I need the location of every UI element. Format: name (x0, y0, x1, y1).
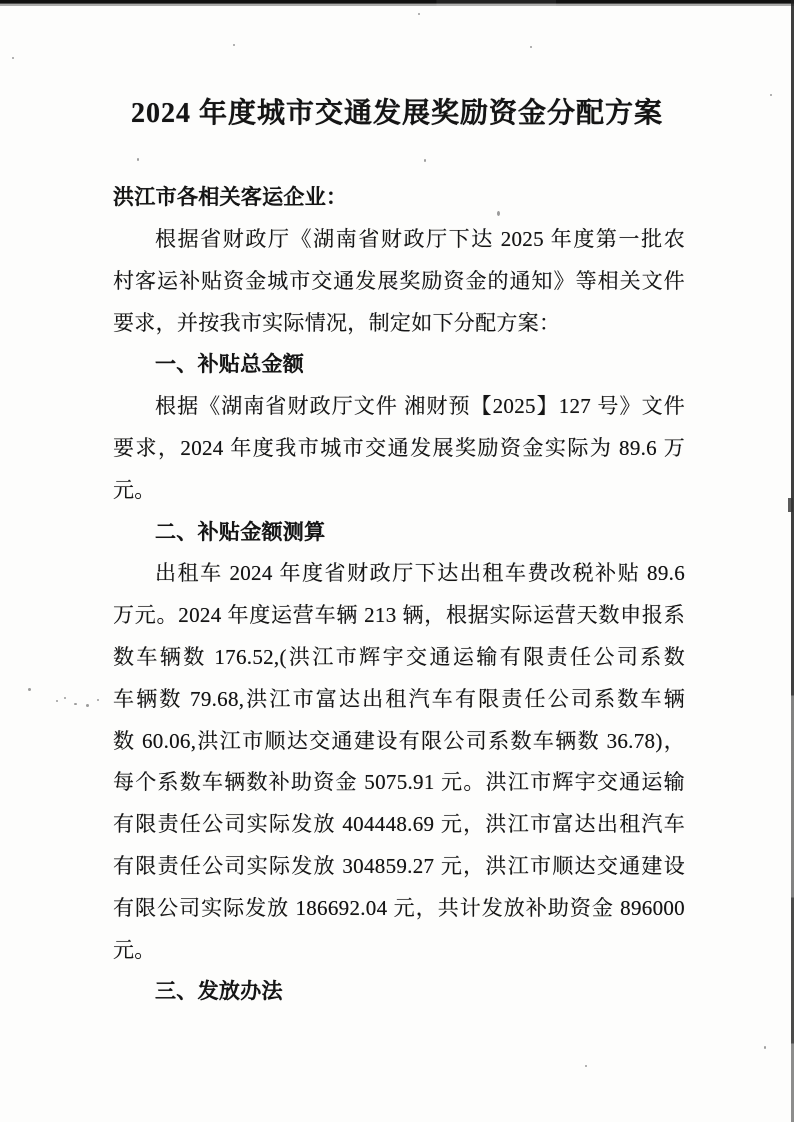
paragraph-line: 根据《湖南省财政厅文件 湘财预【2025】127 号》文件 (155, 394, 685, 419)
paragraph-line: 元。 (113, 937, 156, 962)
scan-speck (86, 704, 89, 707)
scan-speck (530, 46, 532, 48)
scan-speck (28, 688, 31, 691)
scan-speck (56, 700, 58, 702)
paragraph-line: 数车辆数 176.52,(洪江市辉宇交通运输有限责任公司系数 (113, 644, 685, 669)
paragraph-line: 有限责任公司实际发放 404448.69 元，洪江市富达出租汽车 (113, 812, 685, 837)
scan-speck (233, 44, 235, 46)
scan-artifact-top-edge (0, 0, 794, 6)
paragraph-line: 根据省财政厅《湖南省财政厅下达 2025 年度第一批农 (155, 226, 685, 251)
section-heading-1: 一、补贴总金额 (155, 352, 305, 377)
document-body (113, 177, 685, 1013)
scan-speck (64, 697, 66, 699)
salutation: 洪江市各相关客运企业： (113, 185, 348, 210)
paragraph-line: 有限责任公司实际发放 304859.27 元，洪江市顺达交通建设 (113, 853, 685, 878)
document-title: 2024 年度城市交通发展奖励资金分配方案 (130, 98, 663, 129)
scan-speck (137, 158, 139, 161)
paragraph-line: 万元。2024 年度运营车辆 213 辆，根据实际运营天数申报系 (113, 603, 685, 628)
paragraph-line: 车辆数 79.68,洪江市富达出租汽车有限责任公司系数车辆 (113, 686, 685, 711)
scan-speck (97, 699, 99, 701)
paragraph-line: 有限公司实际发放 186692.04 元，共计发放补助资金 896000 (113, 895, 685, 920)
paragraph-line: 出租车 2024 年度省财政厅下达出租车费改税补贴 89.6 (155, 561, 685, 586)
paragraph-line: 要求，2024 年度我市城市交通发展奖励资金实际为 89.6 万 (113, 435, 685, 460)
paragraph-line: 数 60.06,洪江市顺达交通建设有限公司系数车辆数 36.78)， (113, 728, 685, 753)
section-heading-2: 二、补贴金额测算 (155, 519, 326, 544)
scan-speck (585, 1065, 587, 1067)
scan-speck (764, 1046, 766, 1049)
paragraph-line: 每个系数车辆数补助资金 5075.91 元。洪江市辉宇交通运输 (113, 770, 685, 795)
scan-speck (74, 703, 77, 705)
paragraph-line: 元。 (113, 477, 156, 502)
section-heading-3: 三、发放办法 (155, 979, 283, 1004)
paragraph-line: 要求，并按我市实际情况，制定如下分配方案： (113, 310, 561, 335)
scan-speck (497, 211, 500, 216)
scan-blotch (788, 498, 793, 512)
scan-speck (418, 13, 420, 15)
scan-speck (12, 57, 14, 59)
scan-speck (424, 159, 426, 162)
scan-speck (770, 94, 772, 96)
paragraph-line: 村客运补贴资金城市交通发展奖励资金的通知》等相关文件 (113, 268, 685, 293)
